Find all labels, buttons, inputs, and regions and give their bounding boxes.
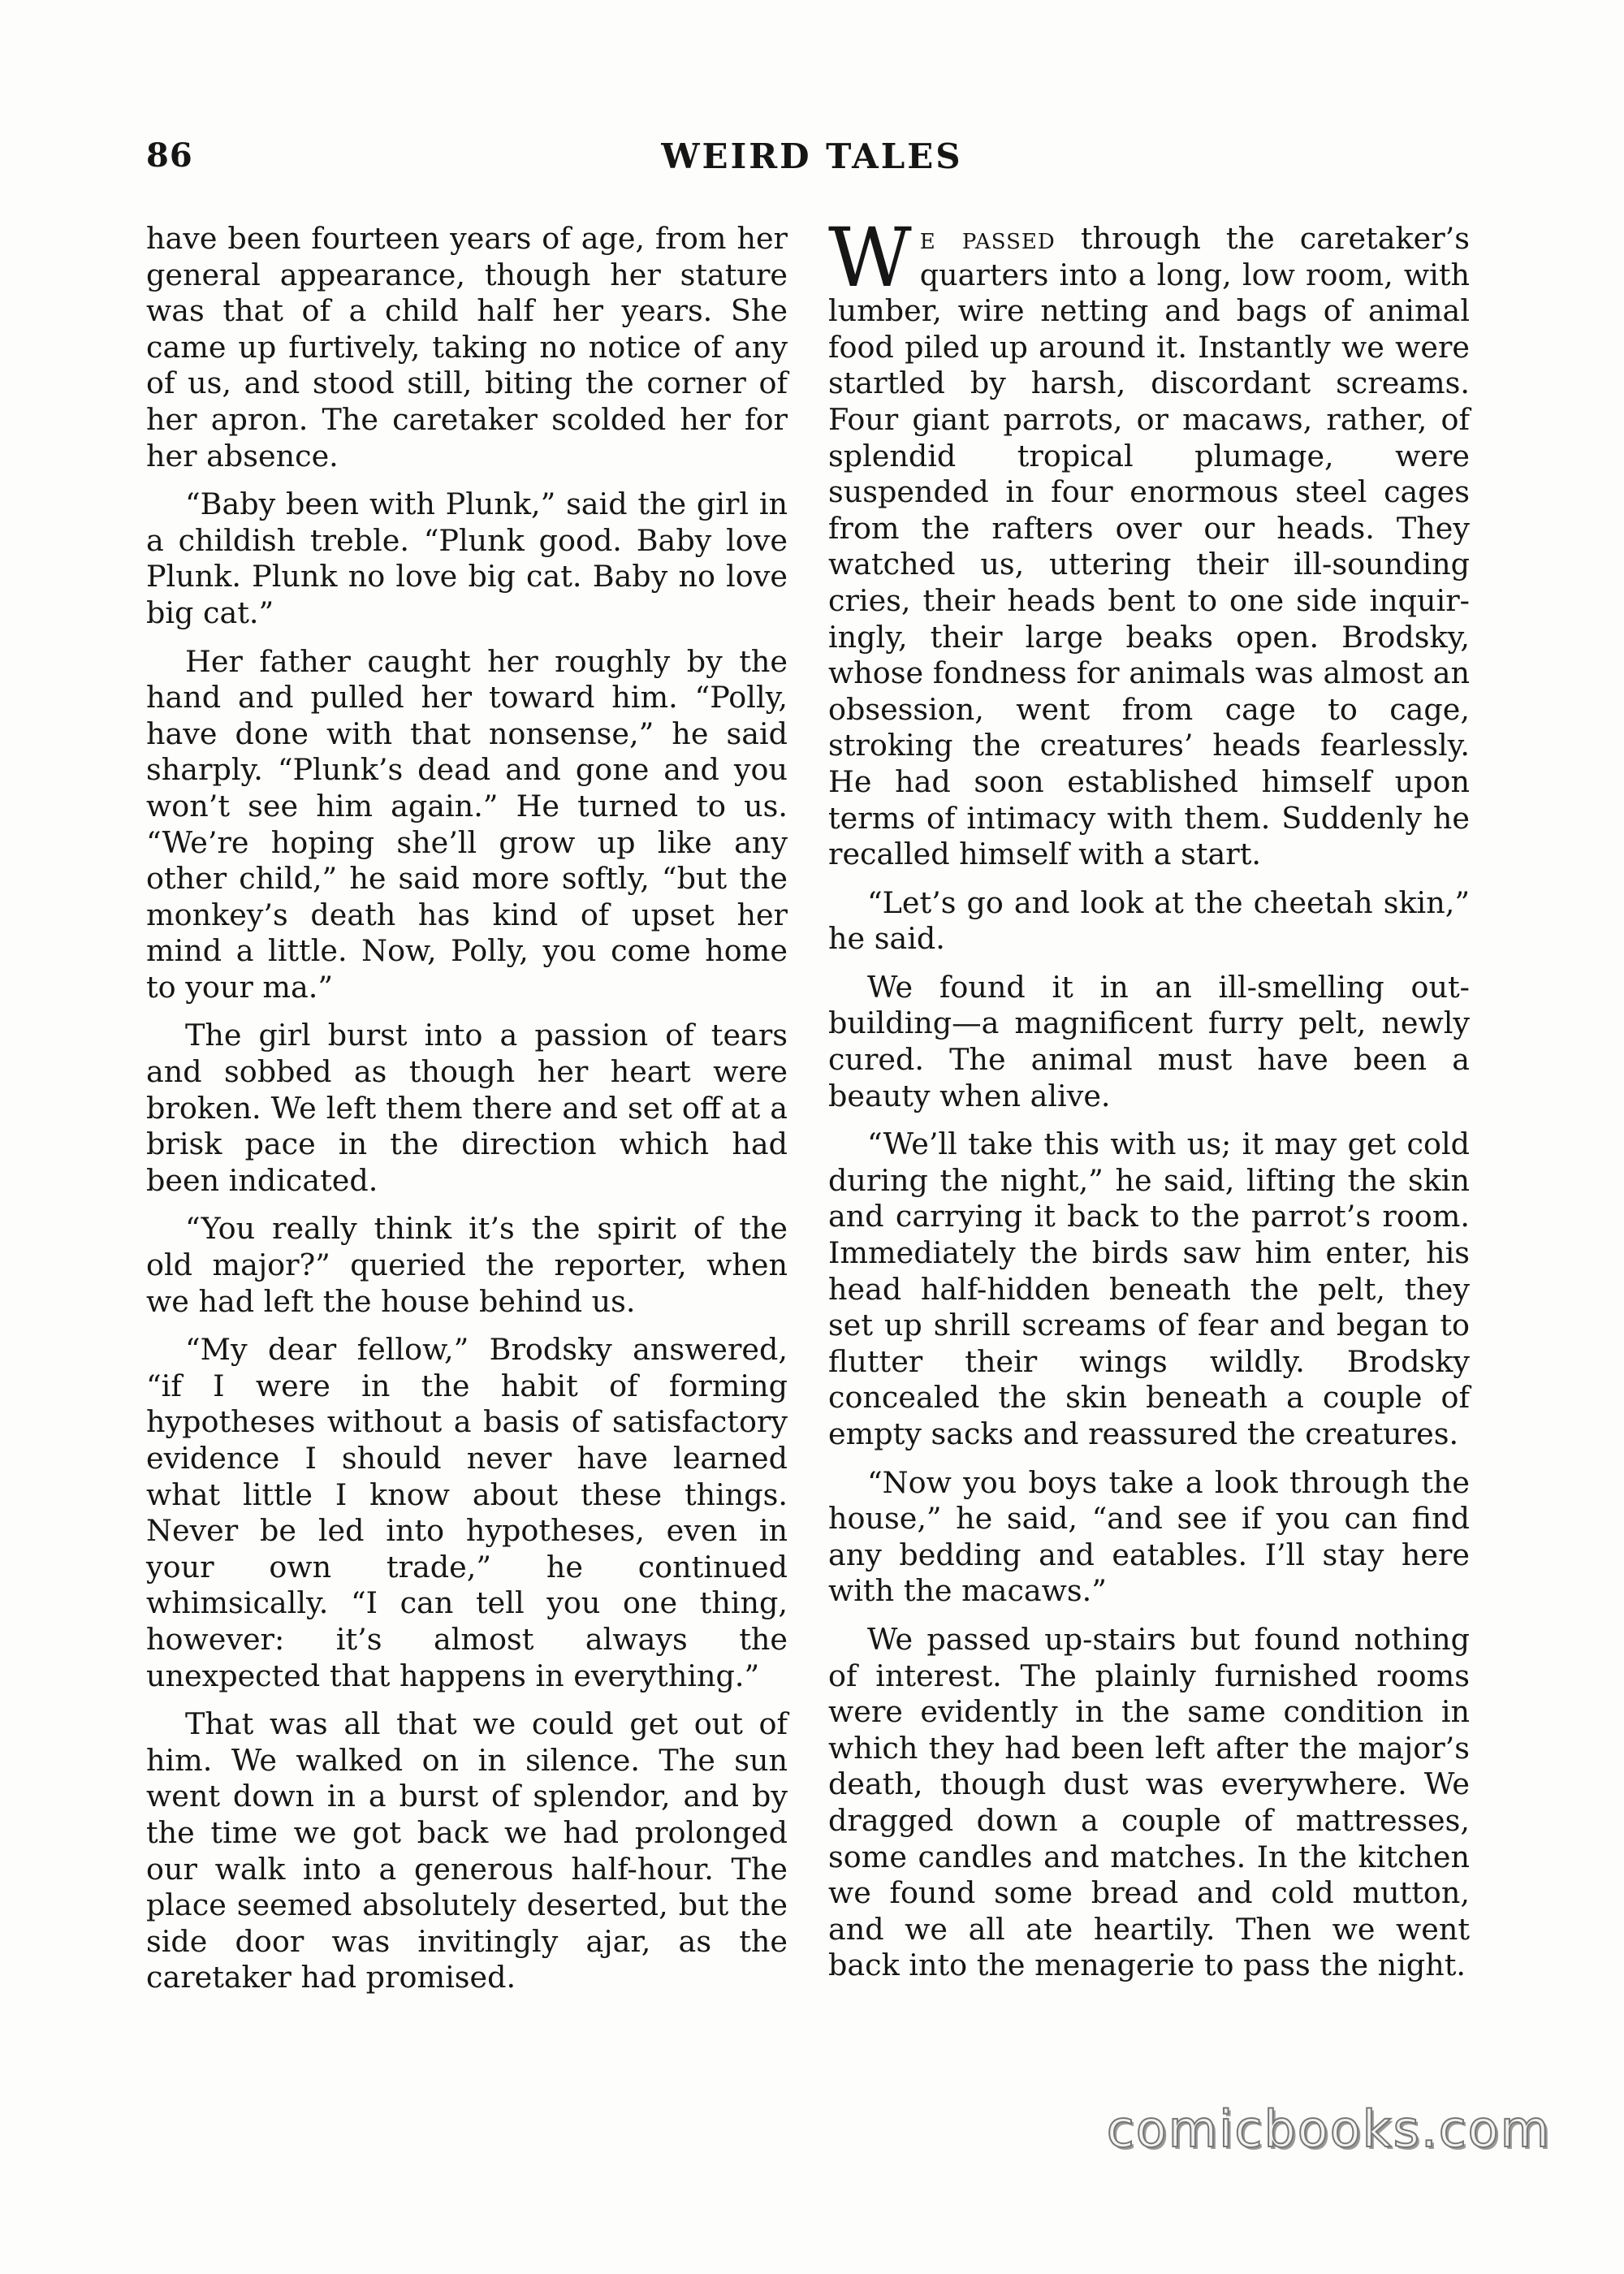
paragraph: “Now you boys take a look through the house,” he said, “and see if you can find any bedding and eatables. I’ll stay here with the macaws.” — [828, 1464, 1470, 1609]
paragraph: “My dear fellow,” Brodsky answered, “if I were in the habit of forming hypotheses without a basis of satisfactory evidence I should never have learned what little I know about these things. Never be led into hypotheses, even in your own trade,” he continued whimsically. “I can tell you one thing, however: it’s almost always the unexpected that happens in everything.” — [146, 1332, 788, 1693]
paragraph: We passed up-stairs but found nothing of interest. The plainly furnished rooms were evidently in the same condition in which they had been left after the major’s death, though dust was everywhere. We dragged down a couple of mattresses, some candles and matches. In the kitchen we found some bread and cold mutton, and we all ate heartily. Then we went back into the menagerie to pass the night. — [828, 1621, 1470, 1983]
opening-paragraph — [828, 210, 1470, 873]
paragraph-text: through the caretaker’s quarters into a long, low room, with lumber, wire netting and bags of animal food piled up around it. Instantly we were startled by harsh, discordant screams. Four giant parrots, or macaws, rather, of splendid tropical plumage, were suspended in four enormous steel cages from the rafters over our heads. They watched us, uttering their ill-sounding cries, their heads bent to one side inquiringly, their large beaks open. Brodsky, whose fondness for animals was almost an obsession, went from cage to cage, stroking the creatures’ heads fearlessly. He had soon established himself upon terms of intimacy with them. Suddenly he recalled himself with a start. — [828, 221, 1470, 872]
watermark-logo: comicbooks.com — [1106, 2099, 1551, 2159]
left-column — [146, 221, 788, 2008]
paragraph: That was all that we could get out of him. We walked on in silence. The sun went down in a burst of splendor, and by the time we got back we had prolonged our walk into a generous half-hour. The place seemed absolutely deserted, but the side door was invitingly ajar, as the caretaker had promised. — [146, 1706, 788, 1995]
paragraph: “Baby been with Plunk,” said the girl in a childish treble. “Plunk good. Baby love Plunk. Plunk no love big cat. Baby no love big cat.” — [146, 486, 788, 630]
magazine-title: WEIRD TALES — [661, 136, 963, 176]
page-number: 86 — [146, 136, 193, 175]
right-column — [828, 210, 1470, 1996]
paragraph: “Let’s go and look at the cheetah skin,” he said. — [828, 884, 1470, 957]
drop-cap: W — [828, 210, 912, 305]
page-header — [146, 136, 1478, 185]
paragraph: have been fourteen years of age, from her general appearance, though her stature was that of a child half her years. She came up furtively, taking no notice of any of us, and stood still, biting the corner of her apron. The caretaker scolded her for her absence. — [146, 221, 788, 473]
paragraph: “We’ll take this with us; it may get cold during the night,” he said, lifting the skin and carrying it back to the parrot’s room. Immediately the birds saw him enter, his head half-hidden beneath the pelt, they set up shrill screams of fear and began to flutter their wings wildly. Brodsky concealed the skin beneath a couple of empty sacks and reassured the creatures. — [828, 1126, 1470, 1451]
paragraph: Her father caught her roughly by the hand and pulled her toward him. “Polly, have done with that nonsense,” he said sharply. “Plunk’s dead and gone and you won’t see him again.” He turned to us. “We’re hoping she’ll grow up like any other child,” he said more softly, “but the monkey’s death has kind of upset her mind a little. Now, Polly, you come home to your ma.” — [146, 643, 788, 1005]
paragraph: The girl burst into a passion of tears and sobbed as though her heart were broken. We left them there and set off at a brisk pace in the direction which had been indicated. — [146, 1018, 788, 1198]
paragraph: “You really think it’s the spirit of the old major?” queried the reporter, when we had left the house behind us. — [146, 1211, 788, 1319]
small-caps-lead: e passed — [919, 221, 1056, 256]
paragraph: We found it in an ill-smelling outbuilding—a magnificent furry pelt, newly cured. The animal must have been a beauty when alive. — [828, 969, 1470, 1113]
